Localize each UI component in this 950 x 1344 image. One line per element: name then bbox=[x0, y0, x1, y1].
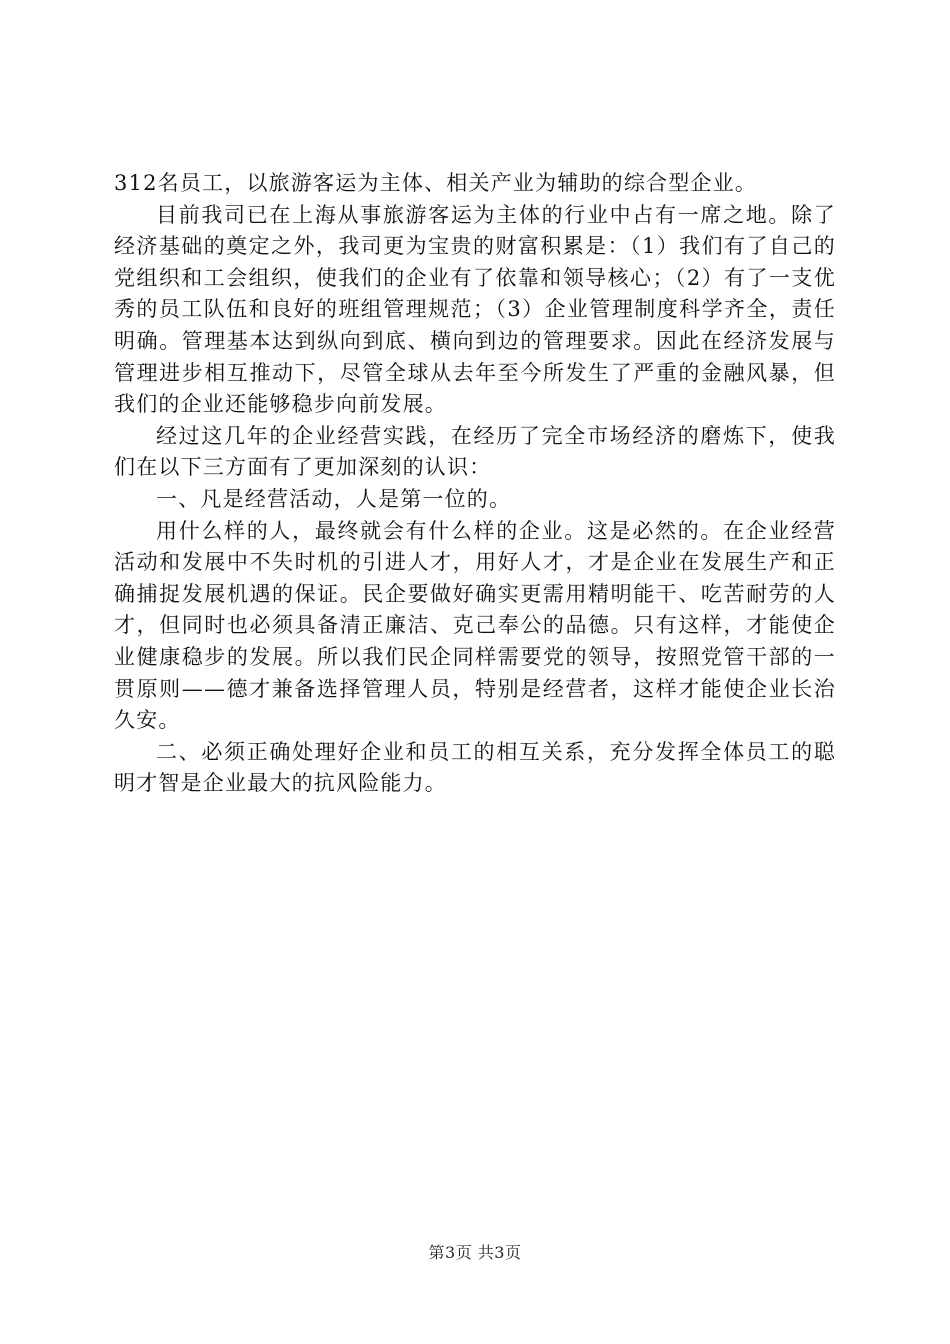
document-body bbox=[114, 168, 836, 800]
paragraph-company-position: 目前我司已在上海从事旅游客运为主体的行业中占有一席之地。除了经济基础的奠定之外，我司更为宝贵的财富积累是：（1）我们有了自己的党组织和工会组织，使我们的企业有了依靠和领导核心；（2）有了一支优秀的员工队伍和良好的班组管理规范；（3）企业管理制度科学齐全，责任明确。管理基本达到纵向到底、横向到边的管理要求。因此在经济发展与管理进步相互推动下，尽管全球从去年至今所发生了严重的金融风暴，但我们的企业还能够稳步向前发展。 bbox=[114, 202, 836, 417]
paragraph-point-two-heading: 二、必须正确处理好企业和员工的相互关系，充分发挥全体员工的聪明才智是企业最大的抗风险能力。 bbox=[114, 739, 836, 796]
paragraph-experience-intro: 经过这几年的企业经营实践，在经历了完全市场经济的磨炼下，使我们在以下三方面有了更加深刻的认识： bbox=[114, 423, 836, 480]
paragraph-point-one-heading: 一、凡是经营活动，人是第一位的。 bbox=[156, 486, 512, 511]
page-number-footer: 第3页 共3页 bbox=[428, 1243, 522, 1262]
paragraph-talent: 用什么样的人，最终就会有什么样的企业。这是必然的。在企业经营活动和发展中不失时机的引进人才，用好人才，才是企业在发展生产和正确捕捉发展机遇的保证。民企要做好确实更需用精明能干、吃苦耐劳的人才，但同时也必须具备清正廉洁、克己奉公的品德。只有这样，才能使企业健康稳步的发展。所以我们民企同样需要党的领导，按照党管干部的一贯原则——德才兼备选择管理人员，特别是经营者，这样才能使企业长治久安。 bbox=[114, 518, 836, 733]
paragraph-continuation: 312名员工，以旅游客运为主体、相关产业为辅助的综合型企业。 bbox=[114, 171, 758, 195]
